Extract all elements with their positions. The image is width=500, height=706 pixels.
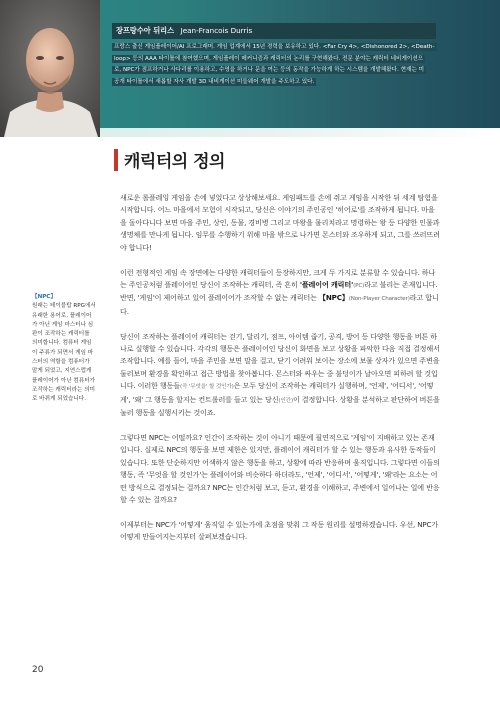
bio-line: 프랑스 출신 게임플레이어/AI 프로그래머. 게임 업계에서 15년 경력을 보유하고 있다. <Far Cry 4>, <Dishonored 2>, <Death-	[114, 44, 435, 50]
title-accent-bar	[114, 149, 118, 171]
paragraph-text: 라고 불리는 존재입니다. 반면, '게임'이 제어하고 있어 플레이어가 조작할 수 없는 캐릭터는	[120, 279, 438, 303]
paragraph-text: 당신이 조작하는 플레이어 캐릭터는 걷기, 달리기, 점프, 아이템 줍기, 공격, 방어 등 다양한 행동을 버튼 하나로 실행할 수 있습니다. 각각의 행동은 플레이어인 당신이 화면을 보고 상황을 파악한 다음 직접 결정해서 조작합니다. 예를 들어, 마을 주민을 보면 말을 걸고, 닫기 어려워 보이는 장소에 보물 상자가 있으면 주변을 둘러보며 환경을 확인하고 접근 방법을 찾아봅니다. 몬스터와 싸우는 중 불덩이가 날아오면 피하려 할 것입니다. 이러한 행동들	[120, 331, 440, 391]
paragraph	[120, 267, 440, 319]
article-body	[120, 192, 440, 556]
inline-note: (즉 '무엇을' 할 것인가)	[179, 384, 234, 391]
paragraph-text: 이런 전형적인 게임 속 장면에는 다양한 캐릭터들이 등장하지만, 크게 두 가지로 분류할 수 있습니다. 하나는 주인공처럼 플레이어인 당신이 조작하는 캐릭터, 즉 흔히	[120, 267, 436, 289]
paragraph	[120, 331, 440, 420]
sidenote	[32, 293, 96, 405]
author-name-ko: 장프랑수아 뒤리스	[116, 26, 175, 35]
sidenote-text: 원래는 테이블탑 RPG에서 유래한 용어로, 플레이어가 아닌 게임 마스터나 심판이 조작하는 캐릭터를 의미합니다. 컴퓨터 게임이 주류가 되면서 게임 마스터의 역할을 컴퓨터가 맡게 되었고, 지연스럽게 플레이어가 아닌 컴퓨터가 조작하는 캐릭터라는 의미로 바뀌게 되었습니다.	[32, 303, 96, 403]
paragraph-text: 라고 합니다.	[120, 293, 439, 316]
author-photo	[0, 0, 100, 137]
sidenote-title: 【NPC】	[32, 294, 57, 300]
bio-line: loop> 등의 AAA 타이틀에 참여했으며, 게임플레이 메커니즘과 캐릭터의 논리를 구현해왔다. 전문 분야는 캐릭터 네비게이션으	[114, 55, 424, 62]
page-number: 20	[32, 665, 44, 675]
bio-line: 공개 타이틀에서 새롭할 자사 개발 3D 내비게이션 미들웨어 개발을 주도하고 있다.	[114, 78, 315, 85]
inline-note: (인간)	[278, 397, 293, 404]
author-name-en: Jean-Francois Durris	[180, 26, 253, 35]
paragraph: 새로운 롤플레잉 게임을 손에 넣었다고 상상해보세요. 게임패드를 손에 쥐고 게임을 시작한 뒤 세계 탐험을 시작합니다. 어느 마을에서 모험이 시작되고, 당신은 이야기의 주인공인 '히어로'를 조작하게 됩니다. 마을을 돌아다니다 보면 마을 주민, 상인, 동물, 경비병 그리고 마왕을 물리치라고 명령하는 왕 등 다양한 인물과 생명체를 만나게 됩니다. 임무를 수행하기 위해 마을 밖으로 나가면 몬스터와 조우하게 되고, 그를 쓰러뜨려야 합니다!	[120, 193, 440, 252]
author-portrait-image	[0, 0, 100, 137]
paragraph: 이제부터는 NPC가 '어떻게' 움직일 수 있는가에 초점을 맞춰 그 작동 원리를 설명하겠습니다. 우선, NPC가 어떻게 만들어지는지부터 살펴보겠습니다.	[120, 519, 439, 542]
author-bio	[112, 42, 442, 88]
paragraph-text: 은 모두 당신이 조작하는 캐릭터가 실행하며, '언제', '어디서', '어떻게', '왜' 그 행동을 할지는 컨트롤러를 들고 있는 당신	[120, 381, 434, 404]
term-player-character: '플레이어 캐릭터'	[299, 279, 354, 289]
term-note: (PC)	[353, 282, 365, 289]
term-npc: 【NPC】	[318, 293, 349, 303]
term-note: (Non-Player Character)	[348, 296, 410, 303]
section-title: 캐릭터의 정의	[124, 152, 225, 172]
bio-line: 로, NPC가 점프하거나 사다리를 이용하고, 수영을 하거나 문을 여는 등의 동작을 가능하게 하는 시스템을 개발해왔다. 현재는 미	[114, 67, 425, 74]
paragraph-text: 이 결정합니다. 상황을 분석하고 판단하여 버튼을 눌러 행동을 실행시키는 것이죠.	[120, 394, 440, 418]
paragraph: 그렇다면 NPC는 어떨까요? 인간이 조작하는 것이 아니기 때문에 필연적으로 '게임'이 지배하고 있는 존재입니다. 실제로 NPC의 행동을 보면 제한은 있지만, 플레이어 캐릭터가 할 수 있는 행동과 유사한 동작들이 있습니다. 또한 단순하지만 어색하지 않은 행동을 하고, 상황에 따라 반응하며 움직입니다. 그렇다면 이들의 행동, 즉 '무엇을 할 것인가'는 플레이어와 비슷하다 하더라도, '언제', '어디서', '어떻게', '왜'라는 요소는 어떤 방식으로 결정되는 걸까요? NPC는 인간처럼 보고, 듣고, 환경을 이해하고, 주변에서 일어나는 일에 반응할 수 있는 걸까요?	[120, 433, 440, 505]
author-name-box	[112, 23, 436, 39]
